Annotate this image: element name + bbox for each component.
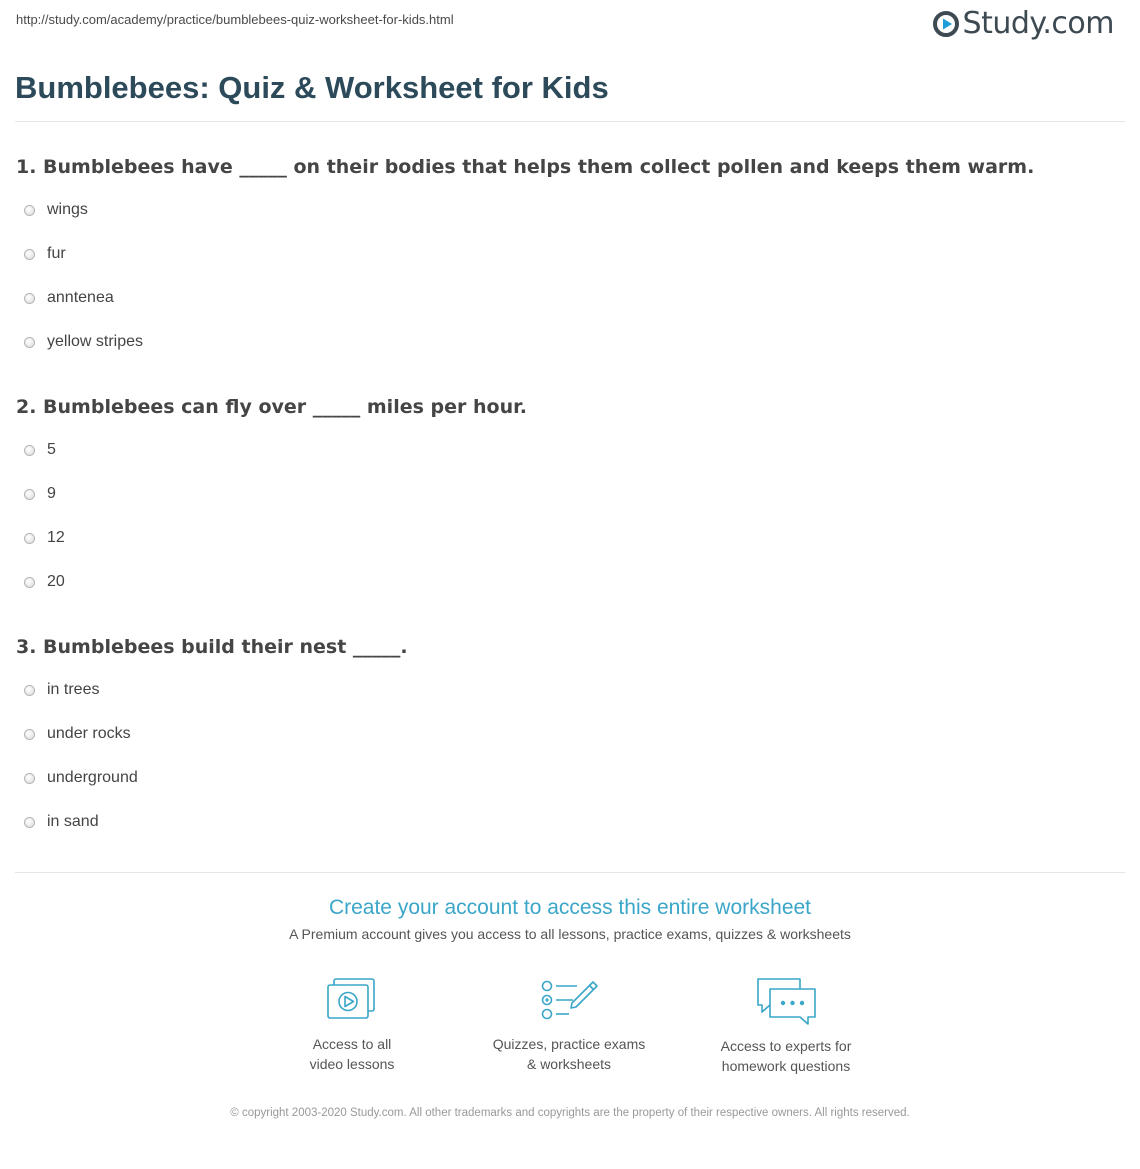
radio-button[interactable]	[24, 533, 35, 544]
choice-2-2[interactable]	[24, 484, 56, 504]
question-3: 3. Bumblebees build their nest _____.	[16, 636, 408, 658]
question-1: 1. Bumblebees have _____ on their bodies that helps them collect pollen and keeps them warm.	[16, 156, 1035, 178]
radio-button[interactable]	[24, 817, 35, 828]
choice-label: under rocks	[47, 725, 131, 742]
radio-button[interactable]	[24, 685, 35, 696]
copyright-notice: © copyright 2003-2020 Study.com. All other trademarks and copyrights are the property of their respective owners. All rights reserved.	[230, 1107, 910, 1119]
choice-label: wings	[47, 201, 88, 218]
feature-quizzes	[469, 976, 669, 1074]
choice-3-2[interactable]	[24, 724, 131, 744]
choice-2-1[interactable]	[24, 440, 56, 460]
choice-label: in trees	[47, 681, 100, 698]
feature-label: Access to all video lessons	[309, 1036, 395, 1072]
radio-button[interactable]	[24, 577, 35, 588]
feature-label: Access to experts for homework questions	[720, 1038, 852, 1074]
feature-video-lessons	[252, 976, 452, 1074]
choice-2-3[interactable]	[24, 528, 65, 548]
video-lessons-icon	[324, 976, 380, 1024]
choice-label: anntenea	[47, 289, 114, 306]
study-logo[interactable]	[933, 6, 1114, 41]
choice-1-1[interactable]	[24, 200, 88, 220]
radio-button[interactable]	[24, 489, 35, 500]
page-title: Bumblebees: Quiz & Worksheet for Kids	[15, 70, 609, 105]
radio-button[interactable]	[24, 773, 35, 784]
radio-button[interactable]	[24, 205, 35, 216]
choice-label: underground	[47, 769, 138, 786]
page-url: http://study.com/academy/practice/bumblebees-quiz-worksheet-for-kids.html	[16, 12, 454, 27]
choice-label: 12	[47, 529, 65, 546]
choice-3-3[interactable]	[24, 768, 138, 788]
quiz-checklist-icon	[539, 976, 599, 1024]
choice-label: fur	[47, 245, 66, 262]
choice-1-4[interactable]	[24, 332, 143, 352]
choice-1-2[interactable]	[24, 244, 66, 264]
choice-label: yellow stripes	[47, 333, 144, 350]
radio-button[interactable]	[24, 337, 35, 348]
logo-text: Study.com	[962, 6, 1114, 41]
choice-1-3[interactable]	[24, 288, 114, 308]
choice-2-4[interactable]	[24, 572, 65, 592]
question-2: 2. Bumblebees can fly over _____ miles per hour.	[16, 396, 527, 418]
title-divider	[15, 121, 1125, 122]
chat-bubbles-icon	[754, 976, 818, 1026]
radio-button[interactable]	[24, 293, 35, 304]
radio-button[interactable]	[24, 729, 35, 740]
choice-3-1[interactable]	[24, 680, 99, 700]
radio-button[interactable]	[24, 445, 35, 456]
feature-experts	[686, 976, 886, 1076]
cta-subtitle: A Premium account gives you access to all lessons, practice exams, quizzes & worksheets	[289, 926, 851, 942]
choice-label: 20	[47, 573, 65, 590]
feature-label: Quizzes, practice exams & worksheets	[492, 1036, 646, 1072]
choice-label: 9	[47, 485, 56, 502]
cta-divider	[15, 872, 1125, 873]
radio-button[interactable]	[24, 249, 35, 260]
choice-label: 5	[47, 441, 56, 458]
play-circle-icon	[933, 11, 959, 37]
choice-3-4[interactable]	[24, 812, 99, 832]
cta-title[interactable]: Create your account to access this entire worksheet	[328, 896, 812, 919]
choice-label: in sand	[47, 813, 99, 830]
